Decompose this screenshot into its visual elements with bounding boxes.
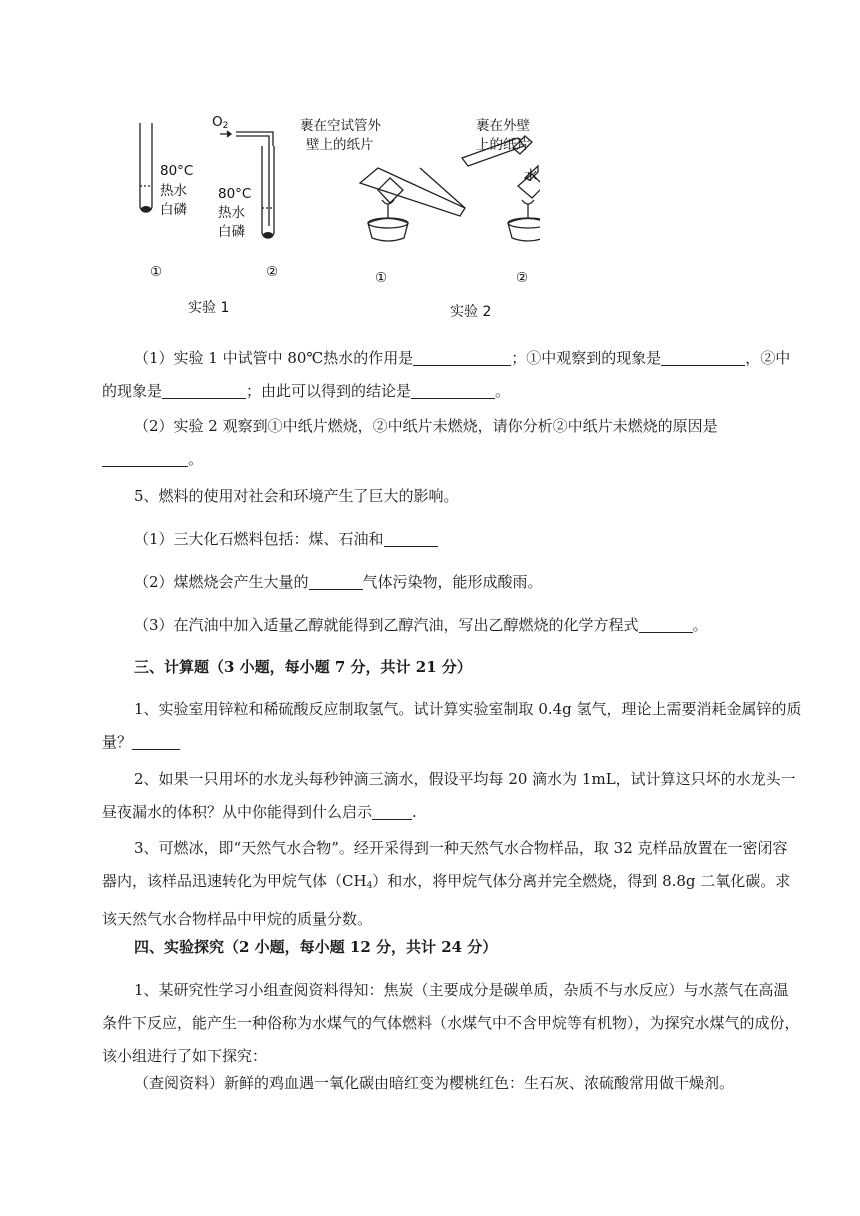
exp2-note1-line2: 壁上的纸片 <box>306 137 374 153</box>
question-4-2: （2）实验 2 观察到①中纸片燃烧，②中纸片未燃烧，请你分析②中纸片未燃烧的原因是。 <box>102 410 802 476</box>
answer-blank[interactable] <box>411 380 495 399</box>
reference-note: （查阅资料）新鲜的鸡血遇一氧化碳由暗红变为樱桃红色：生石灰、浓硫酸常用做干燥剂。 <box>134 1074 735 1092</box>
exp2-note2-line2: 上的纸片 <box>476 137 530 153</box>
tube2-temp-label: 80°C <box>218 186 252 202</box>
question-4-1: （1）实验 1 中试管中 80℃热水的作用是 ；①中观察到的现象是 ，②中的现象是 ；由此可以得到的结论是 。 <box>102 349 791 400</box>
exp2-caption: 实验 2 <box>450 304 492 320</box>
tube1-temp-label: 80°C <box>160 163 194 179</box>
answer-blank[interactable] <box>384 528 438 547</box>
calc-question-2: 2、如果一只用坏的水龙头每秒钟滴三滴水，假设平均每 20 滴水为 1mL，试计算这只坏的水龙头一昼夜漏水的体积？从中你能得到什么启示 . <box>102 770 796 821</box>
answer-blank[interactable] <box>413 347 511 366</box>
question-5-3: （3）在汽油中加入适量乙醇就能得到乙醇汽油，写出乙醇燃烧的化学方程式 。 <box>134 616 708 634</box>
calc-question-1: 1、实验室用锌粒和稀硫酸反应制取氢气。试计算实验室制取 0.4g 氢气，理论上需要消耗金属锌的质量？ <box>102 700 802 751</box>
question-5-2: （2）煤燃烧会产生大量的 气体污染物，能形成酸雨。 <box>134 573 543 591</box>
answer-blank[interactable] <box>309 571 363 590</box>
exp2-label-1: ① <box>375 270 388 286</box>
exp2-label-2: ② <box>516 270 529 286</box>
answer-blank[interactable] <box>162 380 246 399</box>
answer-blank[interactable] <box>661 347 745 366</box>
tube1-water-label: 热水 <box>160 183 187 199</box>
answer-blank[interactable] <box>372 801 412 820</box>
exp1-label-2: ② <box>266 264 279 280</box>
tube2-phosphorus-label: 白磷 <box>218 224 245 240</box>
exp1-label-1: ① <box>150 264 163 280</box>
section-4-heading: 四、实验探究（2 小题，每小题 12 分，共计 24 分） <box>134 938 498 956</box>
answer-blank[interactable] <box>102 448 188 467</box>
exp2-water-label: 水 <box>524 168 538 184</box>
question-5-title: 5、燃料的使用对社会和环境产生了巨大的影响。 <box>134 487 459 505</box>
explore-question-1: 1、某研究性学习小组查阅资料得知：焦炭（主要成分是碳单质，杂质不与水反应）与水蒸气在高温条件下反应，能产生一种俗称为水煤气的气体燃料（水煤气中不含甲烷等有机物），为探究水煤气的成份，该小组进行了如下探究： <box>102 981 800 1065</box>
answer-blank[interactable] <box>639 614 693 633</box>
answer-blank[interactable] <box>132 731 180 750</box>
tube1-phosphorus-label: 白磷 <box>160 202 187 218</box>
o2-label: $O_2$ <box>212 114 229 131</box>
experiment-figure <box>120 108 540 328</box>
section-3-heading: 三、计算题（3 小题，每小题 7 分，共计 21 分） <box>134 658 472 676</box>
tube2-water-label: 热水 <box>218 205 245 221</box>
question-5-1: （1）三大化石燃料包括：煤、石油和 <box>102 523 802 556</box>
calc-question-3: 3、可燃冰，即“天然气水合物”。经开采得到一种天然气水合物样品，取 32 克样品放置在一密闭容器内，该样品迅速转化为甲烷气体$(CH_4)$和水，将甲烷气体分离并完全燃烧，得到 8.8g 二氧化碳。求该天然气水合物样品中甲烷的质量分数。 <box>102 839 791 928</box>
exp2-note2-line1: 裹在外壁 <box>476 118 530 134</box>
exp2-note1-line1: 裹在空试管外 <box>300 118 381 134</box>
exp1-caption: 实验 1 <box>188 300 230 316</box>
